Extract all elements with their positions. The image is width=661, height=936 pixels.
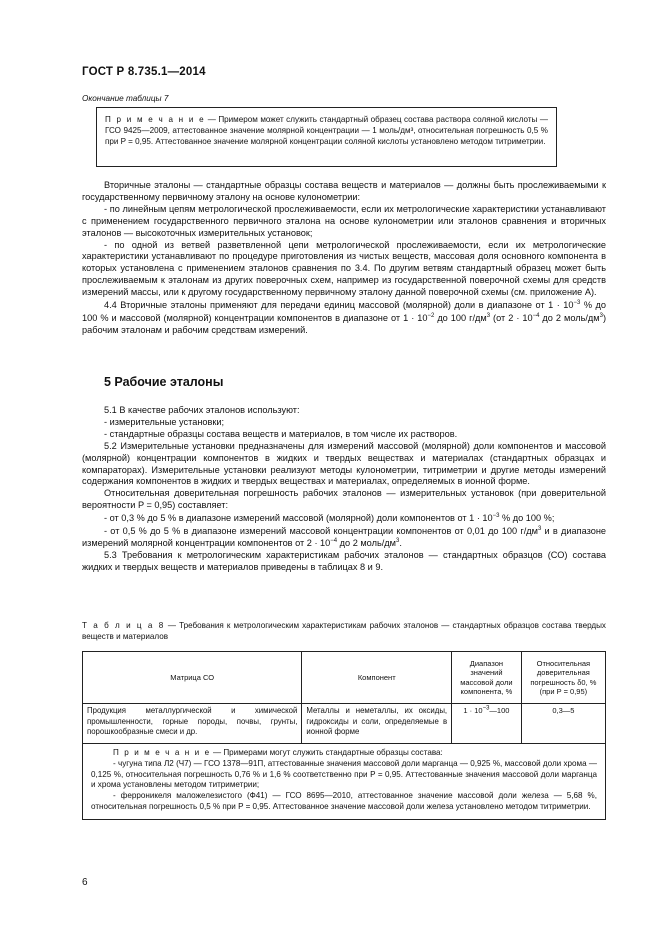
table-cell-error: 0,3—5 bbox=[521, 704, 605, 744]
paragraph: Относительная доверительная погрешность рабочих эталонов — измерительных установок (при доверительной вероятности P = 0,95) составляет: bbox=[82, 488, 606, 511]
section-heading: 5 Рабочие эталоны bbox=[104, 375, 224, 389]
list-item: - стандартные образцы состава веществ и материалов, в том числе их растворов. bbox=[104, 428, 458, 439]
paragraph: 5.3 Требования к метрологическим характеристикам рабочих эталонов — стандартных образцов (СО) состава жидких и твердых веществ и материалов приведены в таблицах 8 и 9. bbox=[82, 549, 606, 572]
list-item: - по линейным цепям метрологической прослеживаемости, если их метрологические характеристики устанавливают с применением государственного первичного эталона на основе кулонометрии или эталонов сравнения и вторичных эталонов — высокоточных измерительных установок; bbox=[82, 203, 606, 238]
page-number: 6 bbox=[82, 877, 88, 888]
list-item: - от 0,5 % до 5 % в диапазоне измерений массовой концентрации компонентов от 0,01 до 100 $г/дм^3$ и в диапазоне измерений молярной концентрации компонентов от $2 \cdot 10^{-4}$ до 2 моль/$дм^3$. bbox=[82, 525, 606, 549]
list-item: - по одной из ветвей разветвленной цепи метрологической прослеживаемости, если их метрологические характеристики устанавливают по процедуре приготовления из чистых веществ, массовая доля основного компонента в которых установлена с применением эталонов сравнения по 3.4. По другим ветвям стандартный образец может быть прослеживаемым к эталонам из других поверочных схем, например из государственной поверочной схемы для средств измерений массы, или к другому государственному первичному эталону данной поверочной схемы (см. приложение А). bbox=[82, 239, 606, 298]
paragraph: 5.1 В качестве рабочих эталонов используют: bbox=[104, 405, 300, 415]
note-text: — Примером может служить стандартный образец состава раствора соляной кислоты — ГСО 9425—2009, аттестованное значение молярной концентрации — 1 моль/дм³, относительная погрешность 0,5 % при P = 0,95. Аттестованное значение молярной концентрации соляной кислоты установлено методом титриметрии. bbox=[105, 115, 548, 147]
paragraph: Вторичные эталоны — стандартные образцы состава веществ и материалов — должны быть прослеживаемыми к государственному первичному эталону на основе кулонометрии: bbox=[82, 180, 606, 202]
section4-text bbox=[82, 180, 606, 337]
table-header-matrix: Матрица СО bbox=[83, 652, 302, 704]
table-header-error: Относительная доверительная погрешность δ0, % (при P = 0,95) bbox=[521, 652, 605, 704]
table-cell-matrix: Продукция металлургической и химической промышленности, горные породы, почвы, грунты, порошкообразные смеси и др. bbox=[83, 704, 302, 744]
list-item: - ферроникеля маложелезистого (Ф41) — ГСО 8695—2010, аттестованное значение массовой доли железа — 5,68 %, относительная погрешность 0,5 % при P = 0,95. Аттестованное значение массовой доли железа установлено методом титриметрии. bbox=[91, 791, 597, 811]
table8 bbox=[82, 651, 606, 820]
list-item: - от 0,3 % до 5 % в диапазоне измерений массовой (молярной) доли компонентов от $1 \cdot 10^{-3}$ % до 100 %; bbox=[104, 513, 555, 524]
paragraph-4-4: 4.4 Вторичные эталоны применяют для передачи единиц массовой (молярной) доли в диапазоне от $1 \cdot 10^{-3}$ % до 100 % и массовой (молярной) концентрации компонентов в диапазоне от $1 \cdot 10^{-2}$ до 100 $г/дм^3$ (от $2 \cdot 10^{-4}$ до 2 моль/$дм^3$) рабочим эталонам и рабочим средствам измерений. bbox=[82, 300, 607, 336]
paragraph: 5.2 Измерительные установки предназначены для измерений массовой (молярной) доли компонентов и массовой (молярной) концентрации компонентов в жидких и твердых веществах и материалах (стандартных образцах и компараторах). Измерительные установки реализуют методы кулонометрии, титриметрии и другие методы измерений содержания компонентов в жидких и твердых веществах и материалах, определяемых в ионной форме. bbox=[82, 440, 606, 487]
note-label: П р и м е ч а н и е bbox=[105, 115, 206, 124]
table8-note: П р и м е ч а н и е — Примерами могут служить стандартные образцы состава: - чугуна типа Л2 (Ч7) — ГСО 1378—91П, аттестованные значения массовой доли марганца — 0,925 %, массовой доли хрома — 0,125 %, относительная погрешность 0,76 % и 1,6 % соответственно при P = 0,95. Аттестованные значения массовой доли марганца и хрома установлены методом титриметрии; - ферроникеля маложелезистого (Ф41) — ГСО 8695—2010, аттестованное значение массовой доли железа — 5,68 %, относительная погрешность 0,5 % при P = 0,95. Аттестованное значение массовой доли железа установлено методом титриметрии. bbox=[83, 744, 606, 820]
table-header-component: Компонент bbox=[302, 652, 452, 704]
table-continuation-label: Окончание таблицы 7 bbox=[82, 94, 169, 103]
table8-caption: Т а б л и ц а 8 — Требования к метрологическим характеристикам рабочих эталонов — стандартных образцов состава твердых веществ и материалов bbox=[82, 621, 606, 641]
table7-note-box bbox=[96, 107, 557, 167]
list-item: - чугуна типа Л2 (Ч7) — ГСО 1378—91П, аттестованные значения массовой доли марганца — 0,925 %, массовой доли хрома — 0,125 %, относительная погрешность 0,76 % и 1,6 % соответственно при P = 0,95. Аттестованные значения массовой доли марганца и хрома установлены методом титриметрии; bbox=[91, 758, 597, 790]
list-item: - измерительные установки; bbox=[104, 416, 225, 427]
table-cell-range: $1 \cdot 10^{-3}—100$ bbox=[452, 704, 522, 744]
section5-text bbox=[82, 405, 606, 574]
table7-note bbox=[97, 108, 556, 148]
document-header: ГОСТ Р 8.735.1—2014 bbox=[82, 66, 206, 78]
table-header-range: Диапазон значений массовой доли компонента, % bbox=[452, 652, 522, 704]
table-cell-component: Металлы и неметаллы, их оксиды, гидроксиды и соли, определяемые в ионной форме bbox=[302, 704, 452, 744]
